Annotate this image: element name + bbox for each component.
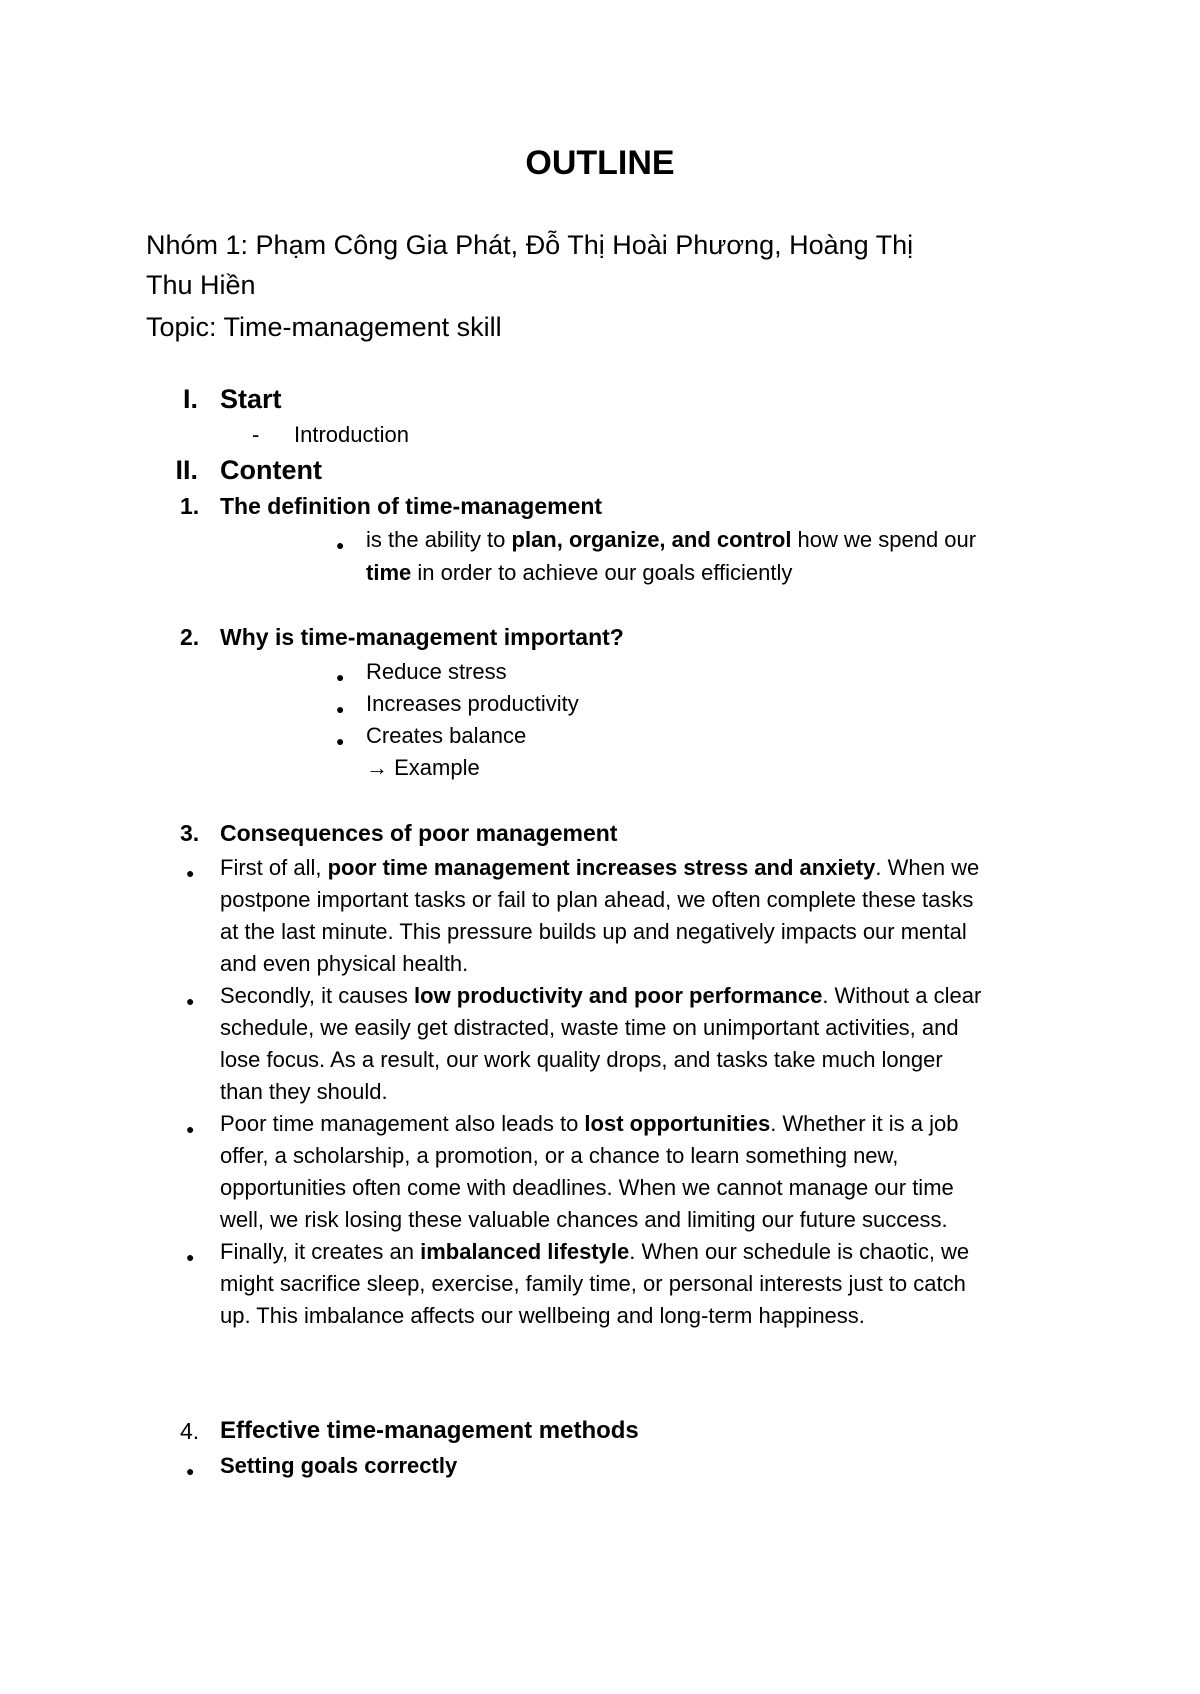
consequence-3-line-3: opportunities often come with deadlines. When we cannot manage our time xyxy=(220,1175,954,1200)
bullet-icon: ● xyxy=(186,1463,195,1479)
consequence-2-line-4: than they should. xyxy=(220,1079,388,1104)
bullet-icon: ● xyxy=(336,733,345,749)
section-heading-start: Start xyxy=(220,384,282,414)
group-members-line-1: Nhóm 1: Phạm Công Gia Phát, Đỗ Thị Hoài Phương, Hoàng Thị xyxy=(146,230,914,260)
document-title: OUTLINE xyxy=(525,144,675,182)
bullet-icon: ● xyxy=(336,701,345,717)
definition-bullet-line-2: time in order to achieve our goals efficiently xyxy=(366,560,793,585)
section-number-i: I. xyxy=(182,384,198,414)
subsection-heading-definition: The definition of time-management xyxy=(220,493,603,519)
subsection-number-4: 4. xyxy=(180,1418,200,1444)
dash-marker: - xyxy=(252,422,260,447)
consequence-3-line-4: well, we risk losing these valuable chances and limiting our future success. xyxy=(220,1207,948,1232)
section-number-ii: II. xyxy=(175,455,198,485)
bullet-icon: ● xyxy=(336,669,345,685)
section-heading-content: Content xyxy=(220,455,322,485)
consequence-1-line-4: and even physical health. xyxy=(220,951,469,976)
subsection-heading-methods: Effective time-management methods xyxy=(220,1417,639,1444)
consequence-3-line-1: Poor time management also leads to lost opportunities. Whether it is a job xyxy=(220,1111,959,1136)
importance-item-1: Reduce stress xyxy=(366,659,507,684)
bullet-icon: ● xyxy=(186,865,195,881)
importance-item-2: Increases productivity xyxy=(366,691,579,716)
importance-item-3: Creates balance xyxy=(366,723,527,748)
subsection-number-1: 1. xyxy=(180,493,200,519)
subsection-number-3: 3. xyxy=(180,820,200,846)
bullet-icon: ● xyxy=(186,1121,195,1137)
definition-bullet-line-1: is the ability to plan, organize, and control how we spend our xyxy=(366,527,977,552)
bullet-icon: ● xyxy=(186,1249,195,1265)
bullet-icon: ● xyxy=(336,537,345,553)
method-item-1: Setting goals correctly xyxy=(220,1453,458,1478)
topic-line: Topic: Time-management skill xyxy=(146,312,502,342)
bullet-icon: ● xyxy=(186,993,195,1009)
consequence-4-line-2: might sacrifice sleep, exercise, family time, or personal interests just to catch xyxy=(220,1271,966,1296)
consequence-1-line-1: First of all, poor time management increases stress and anxiety. When we xyxy=(220,855,980,880)
group-members-line-2: Thu Hiền xyxy=(146,270,256,300)
subsection-number-2: 2. xyxy=(180,624,200,650)
consequence-4-line-3: up. This imbalance affects our wellbeing and long-term happiness. xyxy=(220,1303,865,1328)
consequence-4-line-1: Finally, it creates an imbalanced lifestyle. When our schedule is chaotic, we xyxy=(220,1239,970,1264)
consequence-2-line-2: schedule, we easily get distracted, waste time on unimportant activities, and xyxy=(220,1015,959,1040)
example-arrow-line: → Example xyxy=(366,755,480,780)
consequence-2-line-3: lose focus. As a result, our work quality drops, and tasks take much longer xyxy=(220,1047,943,1072)
subsection-heading-consequences: Consequences of poor management xyxy=(220,820,618,846)
introduction-item: Introduction xyxy=(294,422,409,447)
subsection-heading-importance: Why is time-management important? xyxy=(220,624,624,650)
consequence-3-line-2: offer, a scholarship, a promotion, or a chance to learn something new, xyxy=(220,1143,899,1168)
consequence-2-line-1: Secondly, it causes low productivity and poor performance. Without a clear xyxy=(220,983,982,1008)
consequence-1-line-3: at the last minute. This pressure builds up and negatively impacts our mental xyxy=(220,919,967,944)
consequence-1-line-2: postpone important tasks or fail to plan ahead, we often complete these tasks xyxy=(220,887,974,912)
